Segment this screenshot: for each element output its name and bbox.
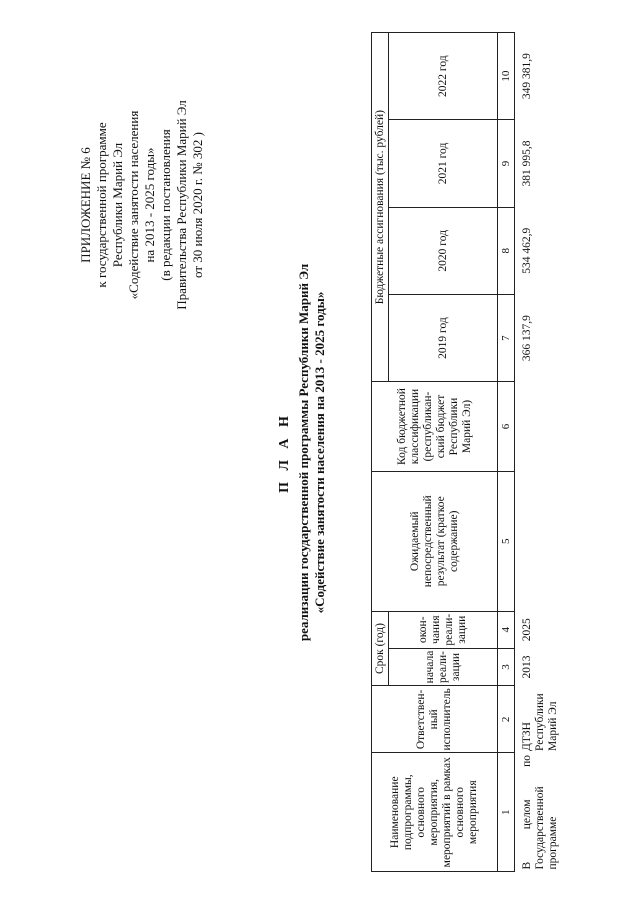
plan-subtitle-2: «Содействие занятости населения на 2013 - 2025 годы»	[312, 291, 327, 614]
appendix-line: Республики Марий Эл	[110, 142, 125, 268]
appendix-line: «Содействие занятости населения	[126, 110, 141, 300]
appendix-line: ПРИЛОЖЕНИЕ № 6	[78, 147, 93, 263]
header-budget: Бюджетные ассигнования (тыс. рублей)	[372, 33, 389, 382]
total-value-2022: 349 381,9	[521, 53, 533, 100]
column-number: 5	[498, 471, 515, 611]
total-value-2020: 534 462,9	[521, 227, 533, 274]
total-result	[515, 471, 562, 611]
appendix-block	[78, 25, 206, 385]
header-term-end: окон-чания реали-зации	[389, 611, 498, 648]
header-year-2020: 2020 год	[389, 207, 498, 294]
column-number: 3	[498, 648, 515, 686]
column-number: 4	[498, 611, 515, 648]
appendix-line: Правительства Республики Марий Эл	[174, 100, 189, 310]
header-executor: Ответствен-ный исполнитель	[372, 686, 498, 753]
column-number: 1	[498, 753, 515, 872]
plan-table	[371, 32, 561, 872]
header-name: Наименование подпрограммы, основного мероприятия, мероприятий в рамках основного мероприятия	[372, 753, 498, 872]
plan-subtitle-1: реализации государственной программы Республики Марий Эл	[296, 263, 311, 642]
total-code	[515, 382, 562, 472]
total-value-2021: 381 995,8	[521, 140, 533, 187]
column-number: 6	[498, 382, 515, 472]
total-executor: ДТЗН Республики Марий Эл	[521, 693, 559, 751]
appendix-line: к государственной программе	[94, 122, 109, 288]
header-row-1	[372, 33, 389, 872]
header-year-2021: 2021 год	[389, 120, 498, 207]
header-term: Срок (год)	[372, 611, 389, 686]
header-year-2019: 2019 год	[389, 294, 498, 381]
column-number-row	[498, 33, 515, 872]
appendix-line: на 2013 - 2025 годы»	[142, 147, 157, 263]
header-term-start: начала реали-зации	[389, 648, 498, 686]
plan-title: П Л А Н	[277, 412, 292, 493]
total-label: В целом по Государственной программе	[521, 754, 559, 870]
total-value-2019: 366 137,9	[521, 315, 533, 362]
column-number: 8	[498, 207, 515, 294]
total-row	[515, 33, 562, 872]
column-number: 9	[498, 120, 515, 207]
total-end-year: 2025	[521, 618, 533, 642]
column-number: 2	[498, 686, 515, 753]
header-budget-code: Код бюджетной классификации (республикан-ский бюджет Республики Марий Эл)	[372, 382, 498, 472]
total-start-year: 2013	[521, 655, 533, 679]
appendix-line: (в редакции постановления	[158, 129, 173, 281]
appendix-line: от 30 июля 2020 г. № 302 )	[190, 132, 205, 278]
header-result: Ожидаемый непосредственный результат (краткое содержание)	[372, 471, 498, 611]
header-year-2022: 2022 год	[389, 33, 498, 120]
column-number: 10	[498, 33, 515, 120]
column-number: 7	[498, 294, 515, 381]
